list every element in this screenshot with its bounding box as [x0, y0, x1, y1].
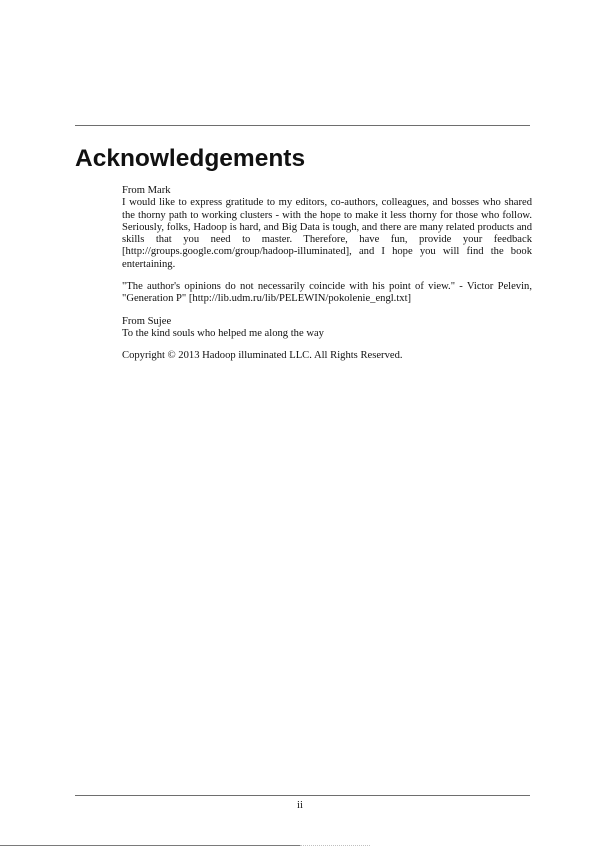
footer-rule	[75, 795, 530, 796]
acknowledgements-body	[122, 185, 532, 363]
sujee-heading: From Sujee	[122, 315, 172, 327]
next-page-edge	[0, 845, 300, 846]
pelevin-quote: "The author's opinions do not necessarily coincide with his point of view." - Victor Pelevin, "Generation P" [http://lib.udm.ru/lib/PELEWIN/pokolenie_engl.txt]	[122, 281, 532, 305]
header-rule	[75, 125, 530, 126]
mark-paragraph: I would like to express gratitude to my editors, co-authors, colleagues, and bosses who shared the thorny path to working clusters - with the hope to make it less thorny for those who follow. Seriously, folks, Hadoop is hard, and Big Data is tough, and there are many related products and skills that you need to master. Therefore, have fun, provide your feedback [http://groups.google.com/group/hadoop-illuminated], and I hope you will find the book entertaining.	[122, 197, 532, 270]
page-title: Acknowledgements	[75, 145, 306, 172]
mark-heading: From Mark	[122, 185, 171, 196]
copyright-notice: Copyright © 2013 Hadoop illuminated LLC. All Rights Reserved.	[122, 350, 403, 362]
page-number: ii	[297, 800, 303, 811]
next-page-edge-faint	[300, 845, 370, 846]
sujee-paragraph: To the kind souls who helped me along the way	[122, 327, 324, 339]
